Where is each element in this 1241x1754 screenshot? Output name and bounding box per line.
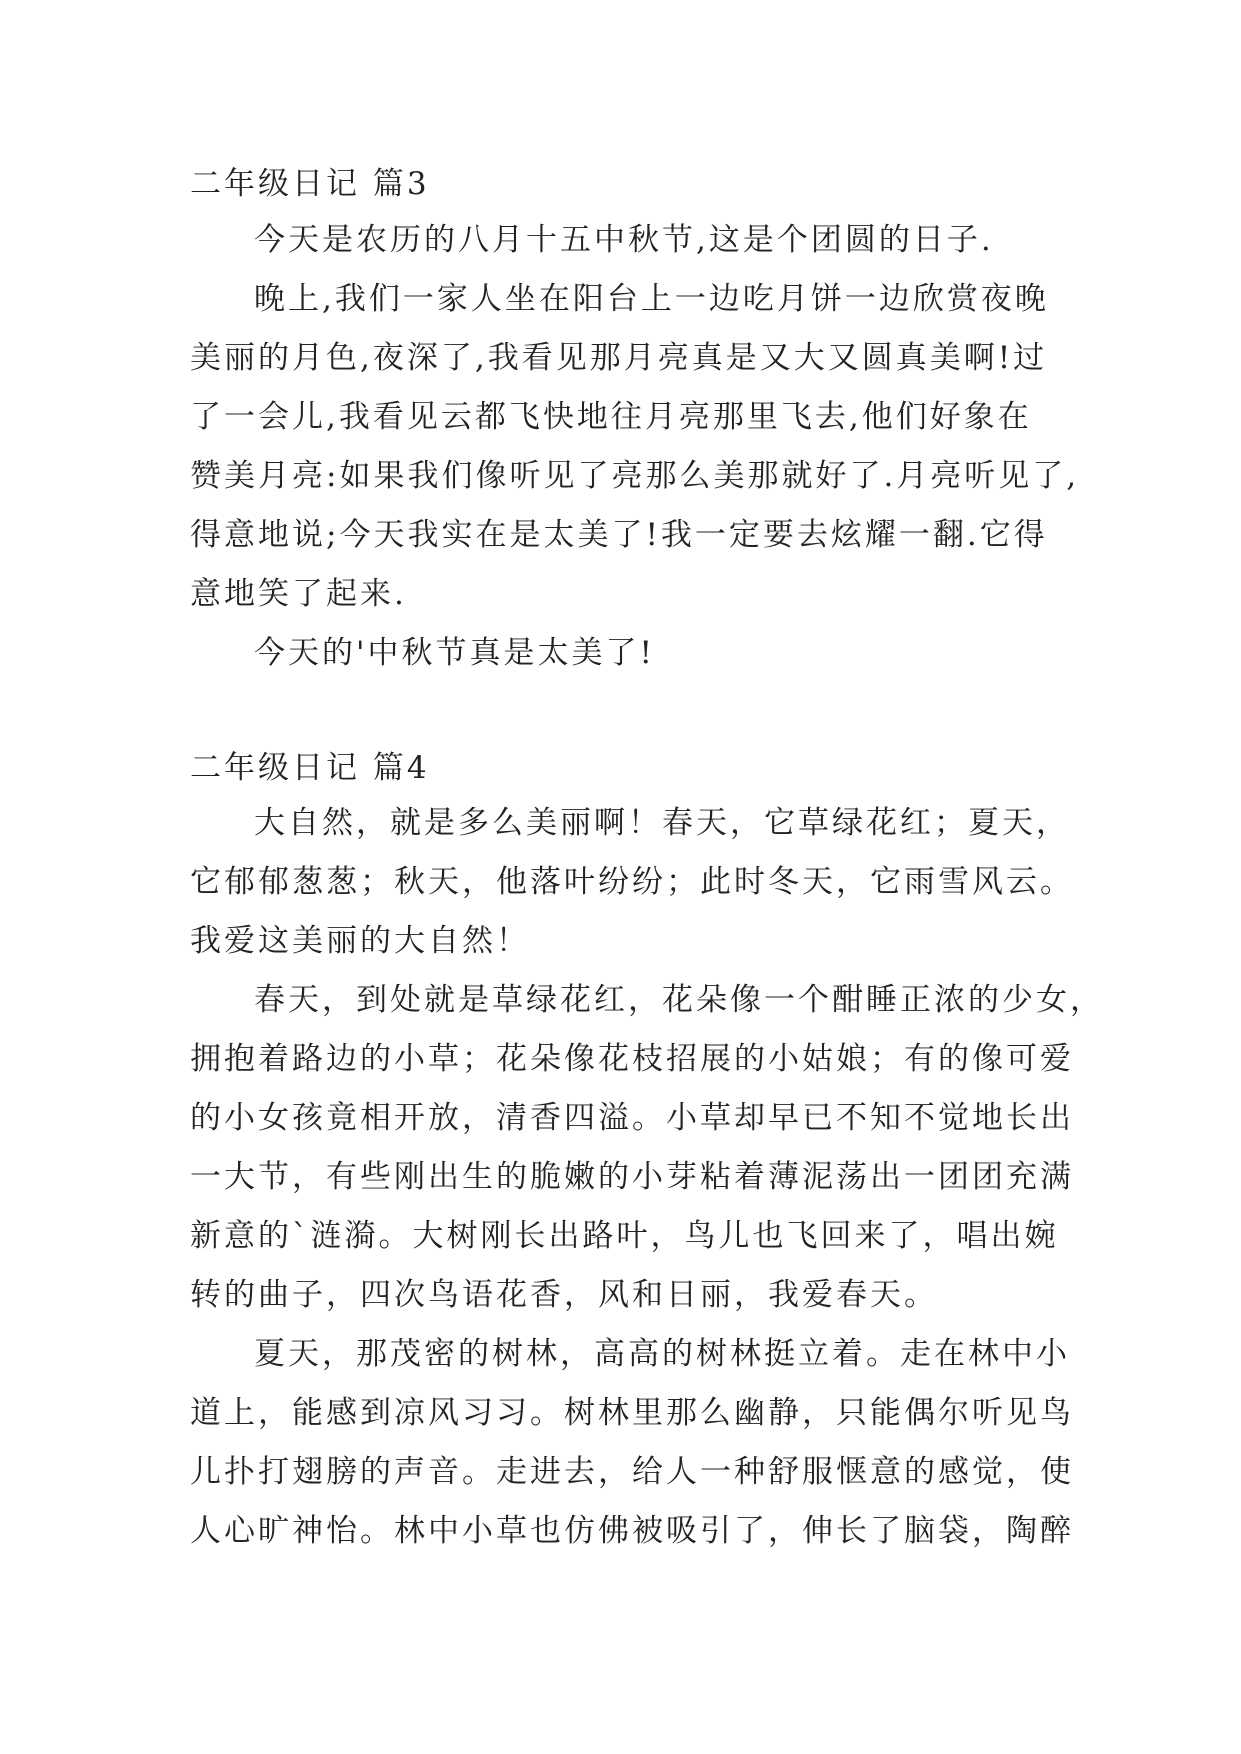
text-line: 夏天，那茂密的树林，高高的树林挺立着。走在林中小 [254,1336,1070,1372]
text-line: 今天的'中秋节真是太美了! [254,635,655,671]
text-line: 道上，能感到凉风习习。树林里那么幽静，只能偶尔听见鸟 [190,1395,1074,1431]
section-heading: 二年级日记 篇3 [190,166,430,202]
text-line: 的小女孩竟相开放，清香四溢。小草却早已不知不觉地长出 [190,1100,1074,1136]
text-line: 今天是农历的八月十五中秋节,这是个团圆的日子. [254,222,994,258]
text-line: 得意地说;今天我实在是太美了!我一定要去炫耀一翻.它得 [190,517,1048,553]
text-line: 一大节，有些刚出生的脆嫩的小芽粘着薄泥荡出一团团充满 [190,1159,1074,1195]
text-line: 转的曲子，四次鸟语花香，风和日丽，我爱春天。 [190,1277,938,1313]
text-line: 美丽的月色,夜深了,我看见那月亮真是又大又圆真美啊!过 [190,340,1048,376]
text-line: 春天，到处就是草绿花红，花朵像一个酣睡正浓的少女， [254,982,1104,1018]
text-line: 晚上,我们一家人坐在阳台上一边吃月饼一边欣赏夜晚 [254,281,1049,317]
text-line: 人心旷神怡。林中小草也仿佛被吸引了，伸长了脑袋，陶醉 [190,1513,1074,1549]
text-line: 它郁郁葱葱；秋天，他落叶纷纷；此时冬天，它雨雪风云。 [190,864,1074,900]
section-body [190,211,1080,683]
text-line: 了一会儿,我看见云都飞快地往月亮那里飞去,他们好象在 [190,399,1032,435]
text-line: 大自然，就是多么美丽啊！春天，它草绿花红；夏天， [254,805,1070,841]
text-line: 儿扑打翅膀的声音。走进去，给人一种舒服惬意的感觉，使 [190,1454,1074,1490]
text-line: 赞美月亮:如果我们像听见了亮那么美那就好了.月亮听见了, [190,458,1080,494]
text-line: 意地笑了起来. [190,576,407,612]
section-heading: 二年级日记 篇4 [190,750,430,786]
section-body [190,794,1104,1561]
text-line: 新意的`涟漪。大树刚长出路叶，鸟儿也飞回来了，唱出婉 [190,1218,1059,1254]
text-line: 拥抱着路边的小草；花朵像花枝招展的小姑娘；有的像可爱 [190,1041,1074,1077]
text-line: 我爱这美丽的大自然！ [190,923,530,959]
